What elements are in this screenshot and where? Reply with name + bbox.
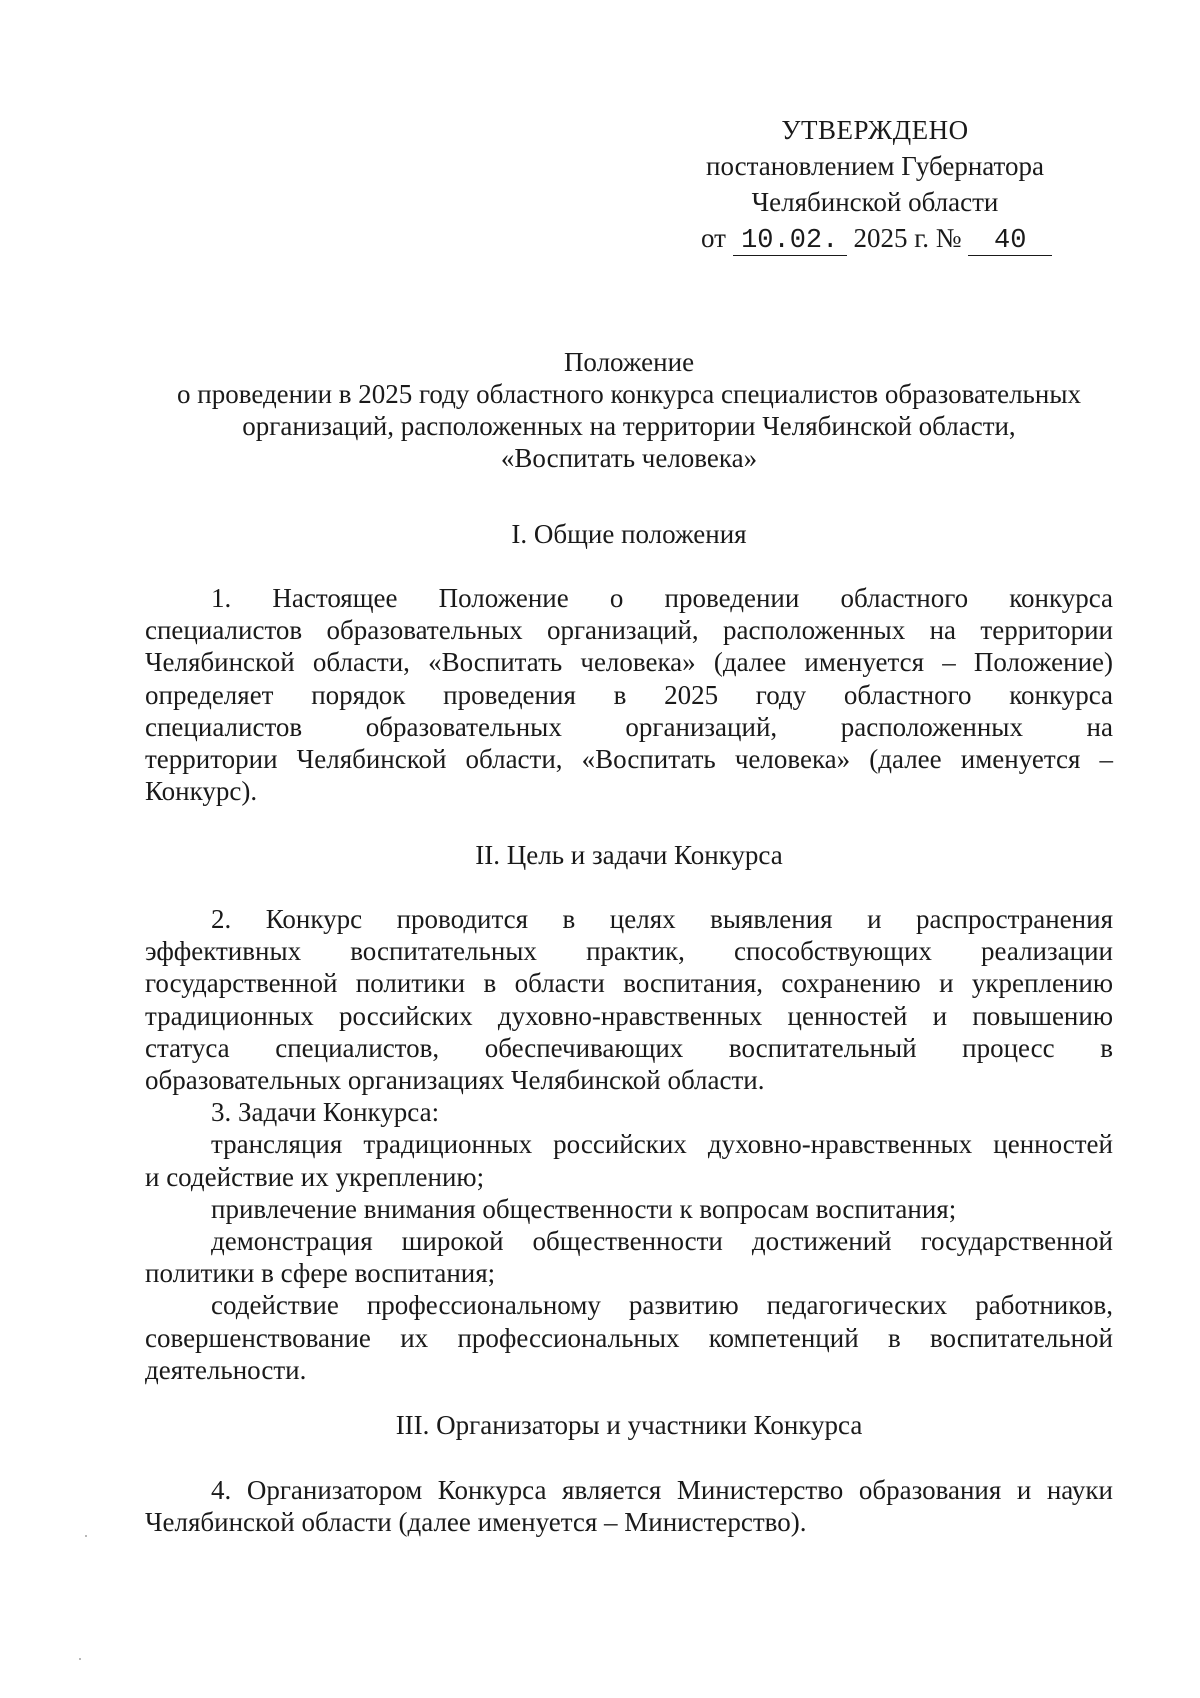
approval-heading: УТВЕРЖДЕНО [781, 115, 969, 145]
title-line-1: Положение [563, 347, 695, 377]
task4-line-2: совершенствование их профессиональных компетенций в воспитательной [145, 1322, 1113, 1353]
p4-line-1: 4. Организатором Конкурса является Министерство образования и науки [211, 1475, 1113, 1505]
task1-line-1: трансляция традиционных российских духовно-нравственных ценностей [211, 1129, 1113, 1160]
scan-speck [85, 1535, 87, 1537]
section-heading-3: III. Организаторы и участники Конкурса [395, 1410, 863, 1440]
document-title [145, 346, 1113, 474]
p2-line-3: государственной политики в области воспитания, сохранению и укреплению [145, 968, 1113, 999]
task3-line-2: политики в сфере воспитания; [145, 1258, 496, 1289]
p2-line-4: традиционных российских духовно-нравственных ценностей и повышению [145, 1000, 1113, 1031]
p2-line-5: статуса специалистов, обеспечивающих воспитательный процесс в [145, 1032, 1113, 1063]
date-value: 10.02. [733, 227, 847, 256]
p1-line-6: территории Челябинской области, «Воспитать человека» (далее именуется – [145, 744, 1113, 775]
p4-line-2: Челябинской области (далее именуется – Министерство). [145, 1507, 807, 1538]
title-line-3: организаций, расположенных на территории Челябинской области, [242, 411, 1016, 441]
paragraph-2 [145, 903, 1113, 1386]
scan-speck [79, 1658, 81, 1660]
task4-line-3: деятельности. [145, 1354, 307, 1385]
task3-line-1: демонстрация широкой общественности достижений государственной [211, 1226, 1113, 1257]
date-year: 2025 г. № [853, 223, 962, 253]
p1-line-7: Конкурс). [145, 776, 258, 807]
p3-line-1: 3. Задачи Конкурса: [211, 1097, 440, 1128]
approval-block [660, 112, 1090, 256]
task1-line-2: и содействие их укреплению; [145, 1161, 485, 1192]
approval-line-2: Челябинской области [751, 187, 999, 217]
section-heading-2: II. Цель и задачи Конкурса [475, 840, 783, 870]
p1-line-4: определяет порядок проведения в 2025 году областного конкурса [145, 679, 1113, 710]
paragraph-1 [145, 582, 1113, 807]
p1-line-5: специалистов образовательных организаций, расположенных на [145, 711, 1113, 742]
approval-date-line [660, 220, 1090, 256]
section-heading-1: I. Общие положения [511, 519, 747, 549]
task4-line-1: содействие профессиональному развитию педагогических работников, [211, 1290, 1113, 1321]
p2-line-2: эффективных воспитательных практик, способствующих реализации [145, 936, 1113, 967]
document-number: 40 [968, 227, 1052, 256]
p2-line-6: образовательных организациях Челябинской области. [145, 1065, 765, 1096]
p2-line-1: 2. Конкурс проводится в целях выявления и распространения [211, 904, 1113, 934]
task2-line-1: привлечение внимания общественности к вопросам воспитания; [211, 1193, 957, 1224]
p1-line-3: Челябинской области, «Воспитать человека» (далее именуется – Положение) [145, 647, 1113, 678]
title-line-2: о проведении в 2025 году областного конкурса специалистов образовательных [177, 379, 1081, 409]
p1-line-2: специалистов образовательных организаций, расположенных на территории [145, 615, 1113, 646]
date-prefix: от [701, 223, 726, 253]
approval-line-1: постановлением Губернатора [706, 151, 1044, 181]
p1-line-1: 1. Настоящее Положение о проведении областного конкурса [211, 583, 1113, 613]
title-line-4: «Воспитать человека» [500, 443, 758, 473]
paragraph-4 [145, 1474, 1113, 1538]
